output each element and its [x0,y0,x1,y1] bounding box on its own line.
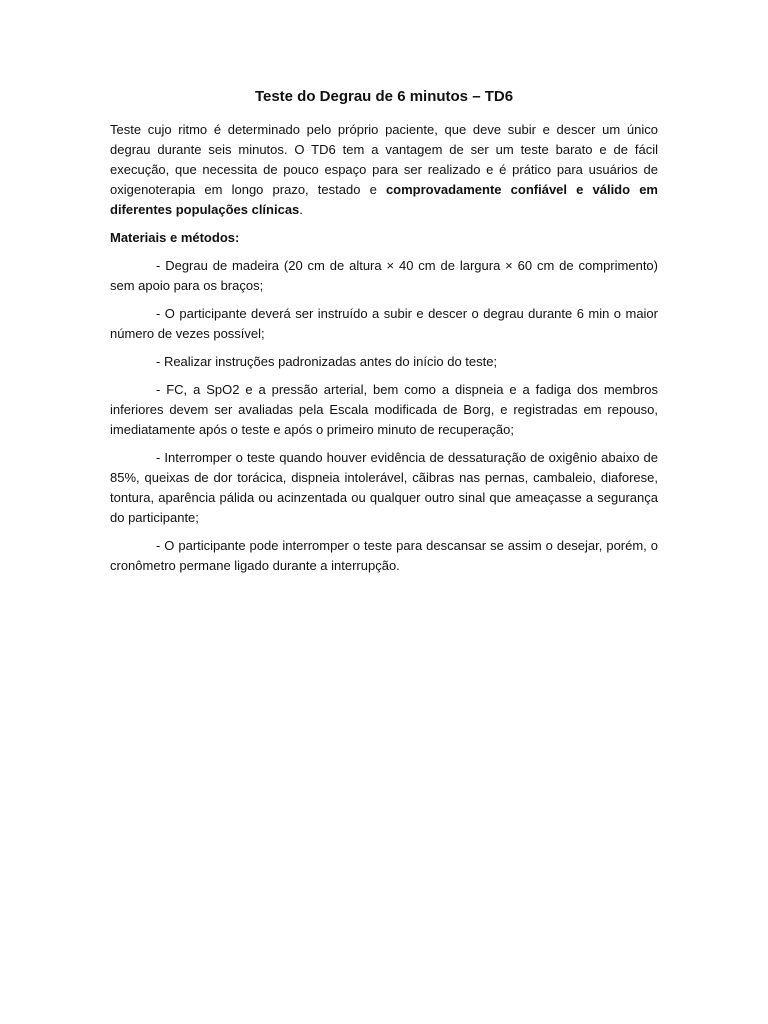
method-item: - O participante pode interromper o teste para descansar se assim o desejar, porém, o cronômetro permane ligado durante a interrupção. [110,538,658,573]
method-item: - O participante deverá ser instruído a subir e descer o degrau durante 6 min o maior número de vezes possível; [110,306,658,341]
document-page [110,86,658,584]
intro-end: . [299,202,303,217]
document-title: Teste do Degrau de 6 minutos – TD6 [254,88,514,105]
intro-text: Teste cujo ritmo é determinado pelo próprio paciente, que deve subir e descer um único degrau durante seis minutos. O TD6 tem a vantagem de ser um teste barato e de fácil execução, que necessita de pouco espaço para ser realizado e é prático para usuários de oxigenoterapia em longo prazo, testado e [110,122,658,197]
method-item: - Degrau de madeira (20 cm de altura × 40 cm de largura × 60 cm de comprimento) sem apoio para os braços; [110,258,658,293]
section-heading: Materiais e métodos: [110,230,240,245]
method-item: - Realizar instruções padronizadas antes do início do teste; [156,354,498,369]
method-item: - Interromper o teste quando houver evidência de dessaturação de oxigênio abaixo de 85%, queixas de dor torácica, dispneia intolerável, cãibras nas pernas, cambaleio, diaforese, tontura, aparência pálida ou acinzentada ou qualquer outro sinal que ameaçasse a segurança do participante; [110,450,658,525]
intro-paragraph [110,120,658,220]
method-item: - FC, a SpO2 e a pressão arterial, bem como a dispneia e a fadiga dos membros inferiores devem ser avaliadas pela Escala modificada de Borg, e registradas em repouso, imediatamente após o teste e após o primeiro minuto de recuperação; [110,382,658,437]
intro-bold-text: comprovadamente confiável e válido em diferentes populações clínicas [110,182,658,217]
